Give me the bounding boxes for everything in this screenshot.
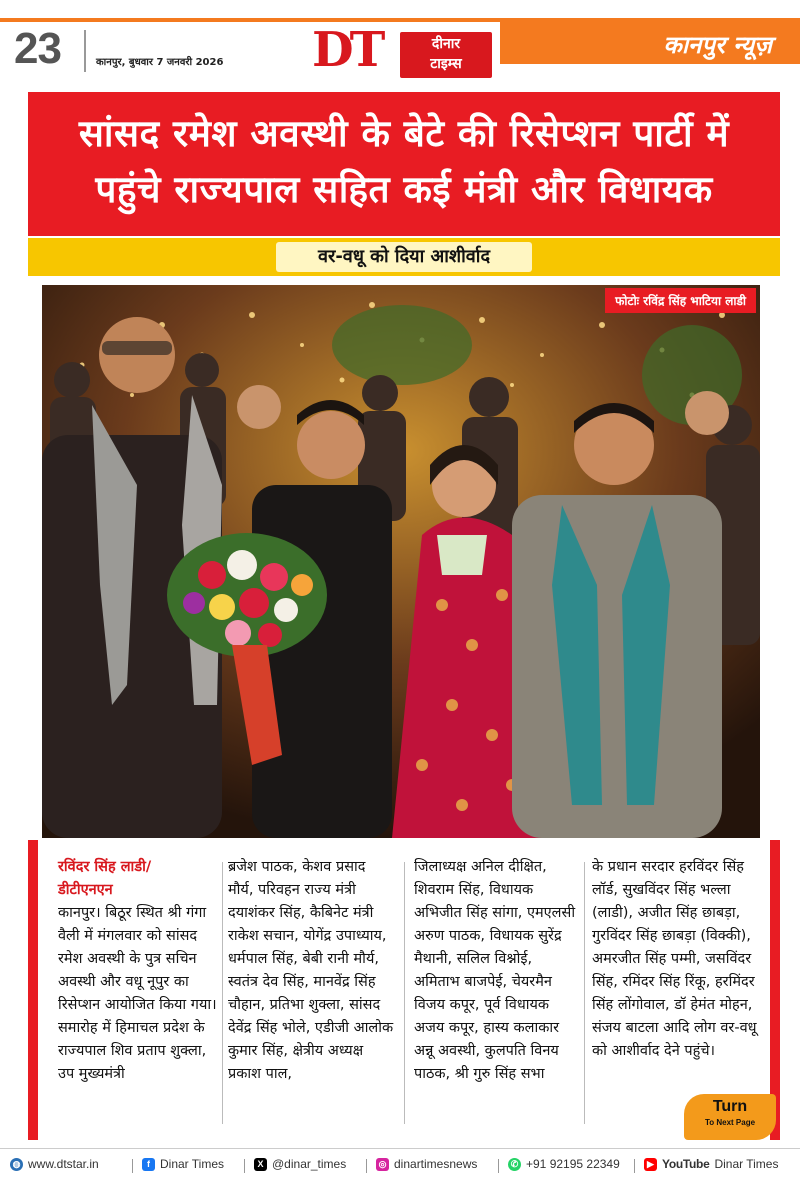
logo-mark: DT: [312, 22, 382, 78]
reception-photo[interactable]: [42, 285, 760, 838]
photo-credit: फोटोः रविंद्र सिंह भाटिया लाडी: [605, 288, 756, 313]
turn-badge-title: Turn: [712, 1098, 748, 1115]
article-column-3: [414, 856, 580, 1086]
byline-line2: डीटीएनएन: [58, 882, 113, 898]
headline: [46, 106, 762, 218]
footer-x-text: @dinar_times: [272, 1157, 347, 1171]
article-body: [58, 856, 774, 1136]
byline: [58, 856, 224, 902]
instagram-icon: ◎: [376, 1158, 389, 1171]
article-column-1: [58, 856, 224, 1086]
logo-name: [400, 32, 492, 78]
turn-to-next-page-badge[interactable]: [684, 1094, 776, 1140]
footer-facebook[interactable]: [142, 1157, 224, 1171]
footer-x[interactable]: [254, 1157, 346, 1171]
footer-divider: [244, 1159, 245, 1173]
column-1-text: कानपुर। बिठूर स्थित श्री गंगा वैली में मंगलवार को सांसद रमेश अवस्थी के पुत्र सचिन अवस्थी और वधू नूपुर का रिसेप्शन आयोजित किया गया। समारोह में हिमाचल प्रदेश के राज्यपाल शिव प्रताप शुक्ला, उप मुख्यमंत्री: [58, 905, 217, 1082]
headline-line2: पहुंचे राज्यपाल सहित कई मंत्री और विधायक: [95, 168, 713, 211]
turn-badge-subtitle: To Next Page: [704, 1118, 756, 1127]
section-title: कानपुर न्यूज़: [663, 31, 772, 59]
footer-website-text: www.dtstar.in: [28, 1157, 99, 1171]
column-divider: [584, 862, 585, 1124]
byline-line1: रविंदर सिंह लाडी/: [58, 859, 152, 875]
page-number-divider: [84, 30, 86, 72]
section-banner: [500, 22, 800, 64]
footer-whatsapp[interactable]: [508, 1157, 620, 1171]
footer-instagram-text: dinartimesnews: [394, 1157, 478, 1171]
footer-youtube[interactable]: [644, 1157, 778, 1171]
headline-box: [28, 92, 780, 236]
footer-youtube-text: Dinar Times: [714, 1157, 779, 1171]
footer-instagram[interactable]: [376, 1157, 477, 1171]
footer-divider: [498, 1159, 499, 1173]
footer-whatsapp-text: +91 92195 22349: [526, 1157, 620, 1171]
column-divider: [404, 862, 405, 1124]
logo-name-line1: दीनार: [431, 36, 461, 52]
subhead: वर-वधू को दिया आशीर्वाद: [276, 242, 532, 272]
headline-line1: सांसद रमेश अवस्थी के बेटे की रिसेप्शन पार्टी में: [78, 112, 730, 155]
page-number: 23: [14, 24, 61, 73]
footer: [0, 1148, 800, 1180]
footer-website[interactable]: [10, 1157, 99, 1171]
footer-youtube-brand: YouTube: [662, 1157, 710, 1171]
facebook-icon: f: [142, 1158, 155, 1171]
footer-divider: [366, 1159, 367, 1173]
article-column-2: [228, 856, 394, 1086]
photo-illustration: [42, 285, 760, 838]
whatsapp-icon: ✆: [508, 1158, 521, 1171]
column-divider: [222, 862, 223, 1124]
footer-divider: [634, 1159, 635, 1173]
column-4-text: के प्रधान सरदार हरविंदर सिंह लॉर्ड, सुखविंदर सिंह भल्ला (लाडी), अजीत सिंह छाबड़ा, गुरविंदर सिंह छाबड़ा (विक्की), अमरजीत सिंह पम्मी, जसविंदर सिंह, रमिंदर सिंह रिंकू, हरमिंदर सिंह लोंगोवाल, डॉ हेमंत मोहन, संजय बाटला आदि लोग वर-वधू को आशीर्वाद देने पहुंचे।: [592, 859, 757, 1059]
dateline: कानपुर, बुधवार 7 जनवरी 2026: [96, 57, 224, 68]
globe-icon: ◍: [10, 1158, 23, 1171]
column-3-text: जिलाध्यक्ष अनिल दीक्षित, शिवराम सिंह, विधायक अभिजीत सिंह सांगा, एमएलसी अरुण पाठक, विधायक सुरेंद्र मैथानी, सलिल विश्नोई, अमिताभ बाजपेई, चेयरमैन विजय कपूर, पूर्व विधायक अजय कपूर, हास्य कलाकार अन्नू अवस्थी, कुलपति विनय पाठक, श्री गुरु सिंह सभा: [414, 859, 576, 1082]
article-column-4: [592, 856, 758, 1063]
footer-facebook-text: Dinar Times: [160, 1157, 225, 1171]
youtube-icon: ▶: [644, 1158, 657, 1171]
subhead-band: [28, 238, 780, 276]
column-2-text: ब्रजेश पाठक, केशव प्रसाद मौर्य, परिवहन राज्य मंत्री दयाशंकर सिंह, कैबिनेट मंत्री राकेश सचान, योगेंद्र उपाध्याय, धर्मपाल सिंह, बेबी रानी मौर्य, स्वतंत्र देव सिंह, मानवेंद्र सिंह चौहान, प्रतिभा शुक्ला, सांसद देवेंद्र सिंह भोले, एडीजी आलोक कुमार सिंह, क्षेत्रीय अध्यक्ष प्रकाश पाल,: [228, 859, 394, 1082]
x-icon: X: [254, 1158, 267, 1171]
logo-name-line2: टाइम्स: [430, 56, 462, 72]
footer-divider: [132, 1159, 133, 1173]
dinar-times-logo[interactable]: [308, 24, 500, 80]
masthead: [0, 0, 800, 80]
